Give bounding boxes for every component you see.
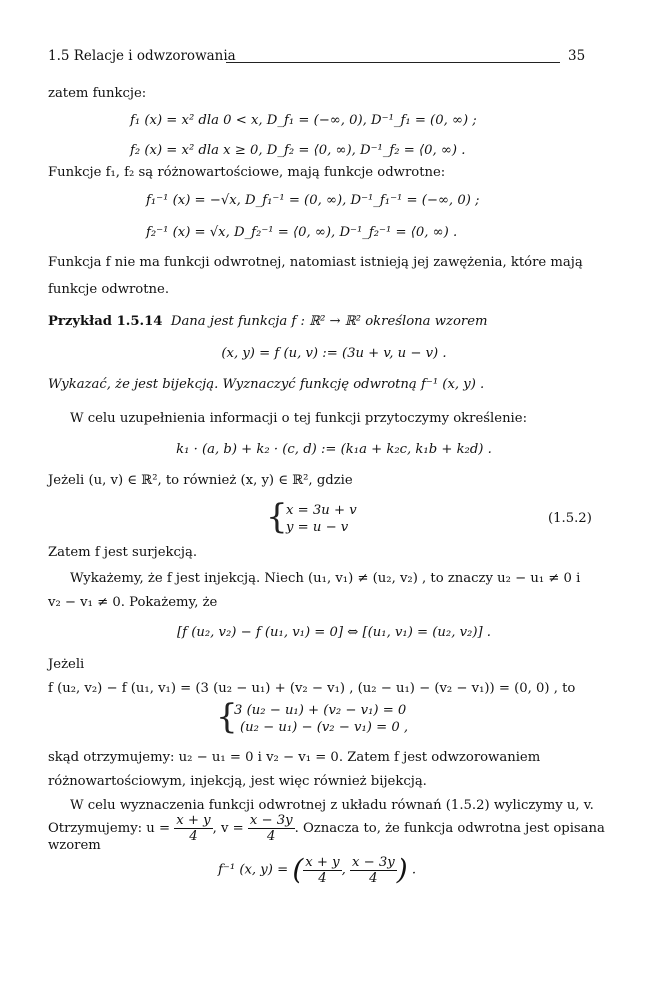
denominator: 4 — [369, 870, 378, 886]
separator: , — [341, 862, 346, 878]
text-line: Wykazać, że jest bijekcją. Wyznaczyć funkcję odwrotną f⁻¹ (x, y) . — [48, 377, 485, 392]
text-line: funkcje odwrotne. — [48, 282, 170, 297]
equation-line: 3 (u₂ − u₁) + (v₂ − v₁) = 0 — [234, 703, 407, 718]
example-statement: Dana jest funkcja f : ℝ² → ℝ² określona wzorem — [170, 314, 488, 329]
numerator: x + y — [176, 813, 211, 828]
text-fragment: Otrzymujemy: u = — [48, 821, 171, 836]
formula-line: (x, y) = f (u, v) := (3u + v, u − v) . — [221, 346, 447, 361]
brace: { — [266, 497, 288, 537]
formula-line — [48, 812, 605, 846]
text-line: różnowartościowym, injekcją, jest więc również bijekcją. — [48, 774, 427, 789]
formula-line: [f (u₂, v₂) − f (u₁, v₁) = 0] ⇔ [(u₁, v₁) = (u₂, v₂)] . — [177, 625, 491, 640]
text-line: skąd otrzymujemy: u₂ − u₁ = 0 i v₂ − v₁ = 0. Zatem f jest odwzorowaniem — [48, 750, 541, 765]
text-line: zatem funkcje: — [48, 86, 147, 101]
page-number: 35 — [568, 48, 586, 64]
equation-line: x = 3u + v — [286, 503, 357, 518]
formula-line — [218, 850, 416, 891]
text-fragment: . Oznacza to, że funkcja odwrotna jest opisana — [294, 821, 605, 836]
numerator: x + y — [305, 854, 340, 870]
formula-line: f₁ (x) = x² dla 0 < x, D_f₁ = (−∞, 0), D⁻¹_f₁ = (0, ∞) ; — [130, 113, 477, 128]
text-line: W celu wyznaczenia funkcji odwrotnej z układu równań (1.5.2) wyliczymy u, v. — [70, 798, 594, 813]
text-line: Jeżeli (u, v) ∈ ℝ², to również (x, y) ∈ ℝ², gdzie — [48, 473, 353, 488]
equation-line: (u₂ − u₁) − (v₂ − v₁) = 0 , — [240, 720, 409, 735]
formula-line: f (u₂, v₂) − f (u₁, v₁) = (3 (u₂ − u₁) + (v₂ − v₁) , (u₂ − u₁) − (v₂ − v₁)) = (0, 0) , to — [48, 681, 576, 696]
equation-number: (1.5.2) — [548, 511, 592, 526]
text-fragment: . — [411, 862, 417, 878]
fraction — [350, 855, 397, 886]
formula-line: k₁ · (a, b) + k₂ · (c, d) := (k₁a + k₂c, k₁b + k₂d) . — [176, 442, 492, 457]
text-line: Funkcje f₁, f₂ są różnowartościowe, mają funkcje odwrotne: — [48, 165, 446, 180]
fraction — [174, 813, 212, 844]
text-line: v₂ − v₁ ≠ 0. Pokażemy, że — [48, 595, 218, 610]
formula-line: f₂ (x) = x² dla x ≥ 0, D_f₂ = ⟨0, ∞), D⁻¹_f₂ = ⟨0, ∞) . — [130, 143, 466, 158]
fraction — [248, 813, 295, 844]
numerator: x − 3y — [249, 813, 293, 828]
formula-line: f₁⁻¹ (x) = −√x, D_f₁⁻¹ = (0, ∞), D⁻¹_f₁⁻¹ = (−∞, 0) ; — [146, 193, 480, 208]
text-line: Wykażemy, że f jest injekcją. Niech (u₁, v₁) ≠ (u₂, v₂) , to znaczy u₂ − u₁ ≠ 0 i — [70, 571, 581, 586]
text-fragment: f⁻¹ (x, y) = — [218, 862, 289, 878]
formula-line: f₂⁻¹ (x) = √x, D_f₂⁻¹ = ⟨0, ∞), D⁻¹_f₂⁻¹ = ⟨0, ∞) . — [146, 225, 458, 240]
numerator: x − 3y — [352, 854, 395, 870]
header-rule — [226, 62, 560, 63]
brace: { — [216, 697, 238, 737]
text-line: wzorem — [48, 838, 101, 853]
text-line: Zatem f jest surjekcją. — [48, 545, 198, 560]
example-heading — [48, 313, 488, 331]
text-line: Funkcja f nie ma funkcji odwrotnej, natomiast istnieją jej zawężenia, które mają — [48, 255, 583, 270]
equation-line: y = u − v — [286, 520, 349, 535]
denominator: 4 — [318, 870, 327, 886]
text-line: W celu uzupełnienia informacji o tej funkcji przytoczymy określenie: — [70, 411, 528, 426]
running-header-section: 1.5 Relacje i odwzorowania — [48, 48, 236, 64]
left-paren: ( — [292, 853, 304, 886]
text-line: Jeżeli — [48, 657, 85, 672]
denominator: 4 — [189, 829, 198, 844]
denominator: 4 — [267, 829, 276, 844]
right-paren: ) — [396, 853, 408, 886]
text-fragment: , v = — [212, 821, 244, 836]
fraction — [303, 855, 341, 886]
example-label: Przykład 1.5.14 — [48, 314, 163, 329]
